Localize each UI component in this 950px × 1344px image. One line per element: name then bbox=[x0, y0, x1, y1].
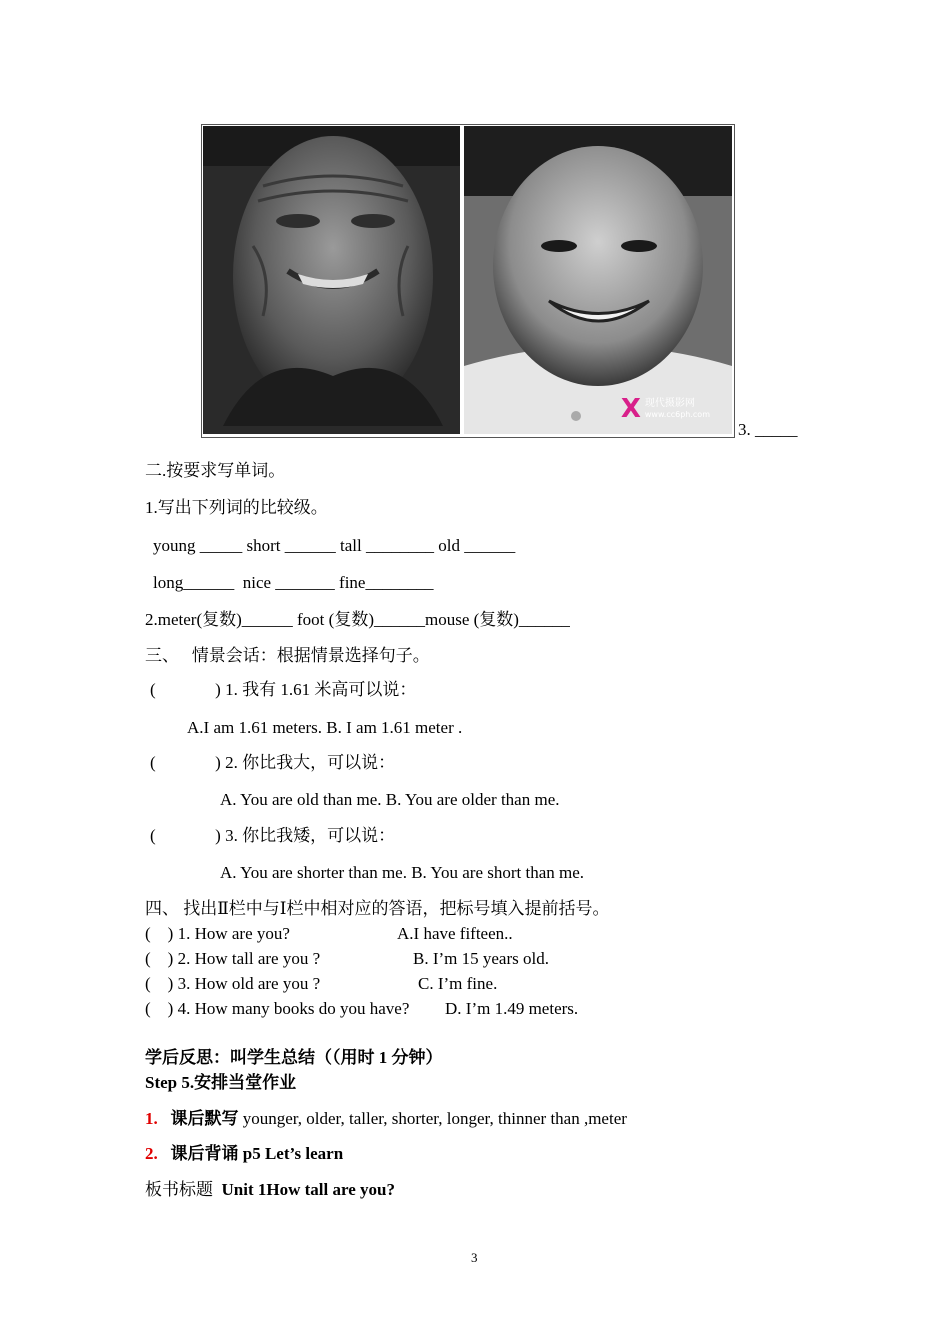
section4-question: ( ) 4. How many books do you have? bbox=[145, 999, 410, 1018]
step5-heading: Step 5.安排当堂作业 bbox=[145, 1073, 297, 1092]
section4-answer: C. I’m fine. bbox=[418, 974, 498, 993]
section3-question: ( ) 3. 你比我矮，可以说： bbox=[150, 826, 396, 845]
watermark-logo-icon: X bbox=[620, 394, 641, 424]
young-boy-photo bbox=[464, 126, 732, 434]
section2-title: 二.按要求写单词。 bbox=[145, 461, 286, 480]
figure-caption: 3. _____ bbox=[738, 420, 798, 439]
homework-bold: 课后背诵 p5 Let’s learn bbox=[170, 1144, 344, 1163]
homework-rest: younger, older, taller, shorter, longer, thinner than ,meter bbox=[238, 1109, 627, 1128]
section4-answer: B. I’m 15 years old. bbox=[413, 949, 549, 968]
section3-answer: A. You are shorter than me. B. You are short than me. bbox=[220, 863, 585, 882]
section4-answer: D. I’m 1.49 meters. bbox=[445, 999, 579, 1018]
section2-q1-title: 1.写出下列词的比较级。 bbox=[145, 498, 328, 517]
old-man-photo bbox=[203, 126, 460, 434]
section2-q1-line1: young _____ short ______ tall ________ old ______ bbox=[153, 536, 516, 555]
watermark bbox=[621, 396, 710, 422]
section4-question: ( ) 1. How are you? bbox=[145, 924, 290, 943]
board-title: Unit 1How tall are you? bbox=[221, 1180, 395, 1199]
homework-number: 1. bbox=[145, 1109, 158, 1128]
photo-figure bbox=[201, 124, 735, 438]
section3-question: ( ) 2. 你比我大，可以说： bbox=[150, 753, 396, 772]
page-number: 3 bbox=[471, 1250, 478, 1265]
reflection-line: 学后反思：叫学生总结（（用时 1 分钟） bbox=[145, 1048, 443, 1067]
section4-answer: A.I have fifteen.. bbox=[397, 924, 513, 943]
section4-question: ( ) 2. How tall are you ? bbox=[145, 949, 321, 968]
section3-question: ( ) 1. 我有 1.61 米高可以说： bbox=[150, 680, 417, 699]
board-label: 板书标题 bbox=[145, 1180, 222, 1199]
homework-bold: 课后默写 bbox=[170, 1109, 239, 1128]
section3-answer: A. You are old than me. B. You are older than me. bbox=[220, 790, 560, 809]
watermark-url: www.cc6ph.com bbox=[644, 410, 710, 419]
section3-answer: A.I am 1.61 meters. B. I am 1.61 meter . bbox=[187, 718, 463, 737]
homework-item bbox=[145, 1144, 343, 1164]
homework-number: 2. bbox=[145, 1144, 158, 1163]
section4-title: 四、 找出Ⅱ栏中与Ⅰ栏中相对应的答语，把标号填入提前括号。 bbox=[145, 899, 610, 918]
watermark-text: 现代摄影网 bbox=[644, 398, 695, 409]
section2-q1-line2: long______ nice _______ fine________ bbox=[153, 573, 434, 592]
section2-q2: 2.meter(复数)______ foot (复数)______mouse (复数)______ bbox=[145, 610, 570, 629]
homework-item bbox=[145, 1109, 627, 1129]
section3-title: 三、 情景会话：根据情景选择句子。 bbox=[145, 646, 430, 665]
board-title-line bbox=[145, 1180, 395, 1200]
section4-question: ( ) 3. How old are you ? bbox=[145, 974, 321, 993]
